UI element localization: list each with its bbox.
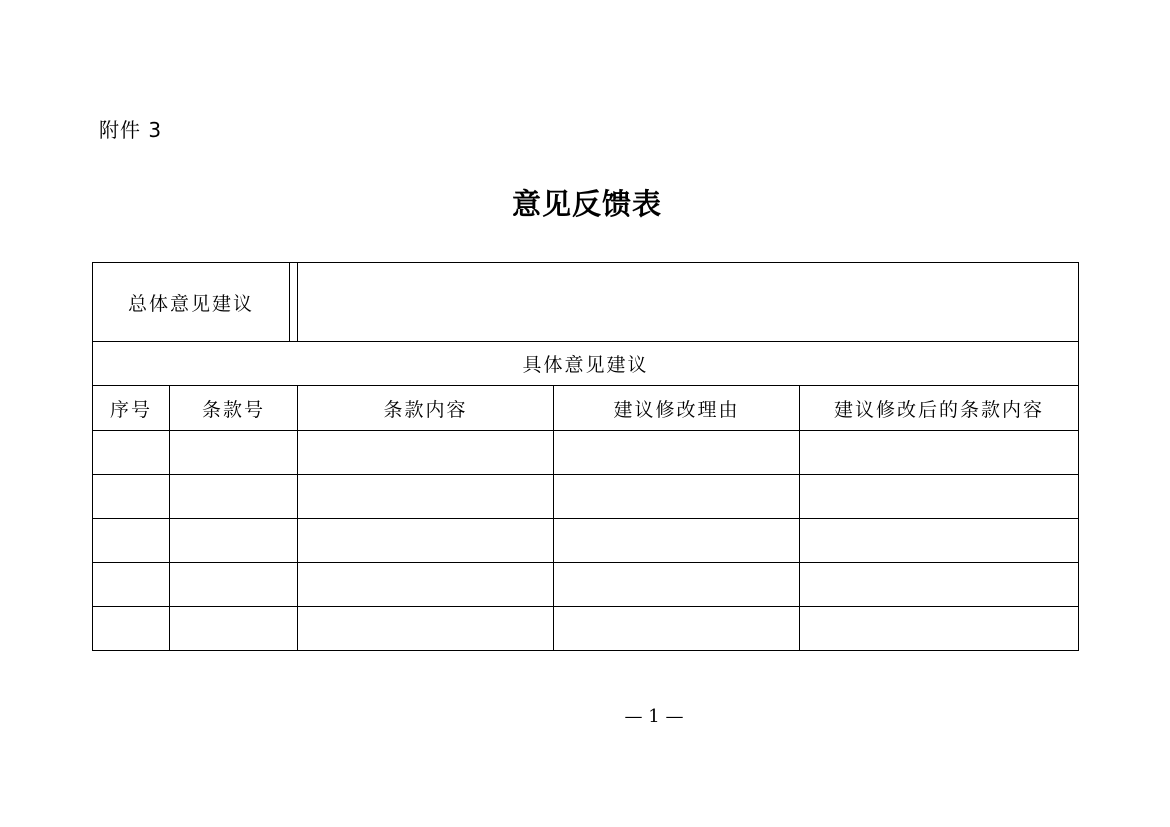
table-cell[interactable]	[800, 431, 1079, 475]
header-clause-number: 条款号	[170, 386, 298, 431]
header-serial-number: 序号	[93, 386, 170, 431]
attachment-label: 附件 3	[99, 118, 163, 142]
table-cell[interactable]	[554, 475, 800, 519]
table-cell[interactable]	[298, 519, 554, 563]
table-cell[interactable]	[93, 607, 170, 651]
table-cell[interactable]	[170, 475, 298, 519]
header-revised-clause-content: 建议修改后的条款内容	[800, 386, 1079, 431]
header-clause-content: 条款内容	[298, 386, 554, 431]
table-cell[interactable]	[93, 563, 170, 607]
table-header-row	[93, 386, 1079, 431]
table-cell[interactable]	[800, 519, 1079, 563]
table-row	[93, 431, 1079, 475]
document-title: 意见反馈表	[511, 187, 662, 221]
table-cell[interactable]	[554, 607, 800, 651]
specific-opinion-row	[93, 342, 1079, 386]
header-revision-reason: 建议修改理由	[554, 386, 800, 431]
table-cell[interactable]	[93, 519, 170, 563]
table-cell[interactable]	[298, 563, 554, 607]
general-opinion-label	[93, 263, 298, 342]
table-cell[interactable]	[554, 431, 800, 475]
table-cell[interactable]	[93, 431, 170, 475]
table-row	[93, 475, 1079, 519]
table-cell[interactable]	[554, 563, 800, 607]
table-cell[interactable]	[170, 607, 298, 651]
table-cell[interactable]	[170, 431, 298, 475]
table-cell[interactable]	[298, 431, 554, 475]
table-cell[interactable]	[800, 563, 1079, 607]
specific-opinion-label: 具体意见建议	[93, 342, 1079, 386]
table-cell[interactable]	[170, 519, 298, 563]
table-row	[93, 563, 1079, 607]
general-opinion-label-text: 总体意见建议	[127, 292, 254, 315]
table-cell[interactable]	[298, 475, 554, 519]
table-row	[93, 607, 1079, 651]
general-opinion-divider	[289, 263, 290, 341]
table-cell[interactable]	[554, 519, 800, 563]
table-cell[interactable]	[93, 475, 170, 519]
table-cell[interactable]	[298, 607, 554, 651]
feedback-table	[92, 262, 1079, 651]
table-cell[interactable]	[800, 607, 1079, 651]
page-number: — 1 —	[624, 706, 684, 727]
general-opinion-row	[93, 263, 1079, 342]
table-cell[interactable]	[170, 563, 298, 607]
general-opinion-field[interactable]	[298, 263, 1079, 342]
table-cell[interactable]	[800, 475, 1079, 519]
table-row	[93, 519, 1079, 563]
